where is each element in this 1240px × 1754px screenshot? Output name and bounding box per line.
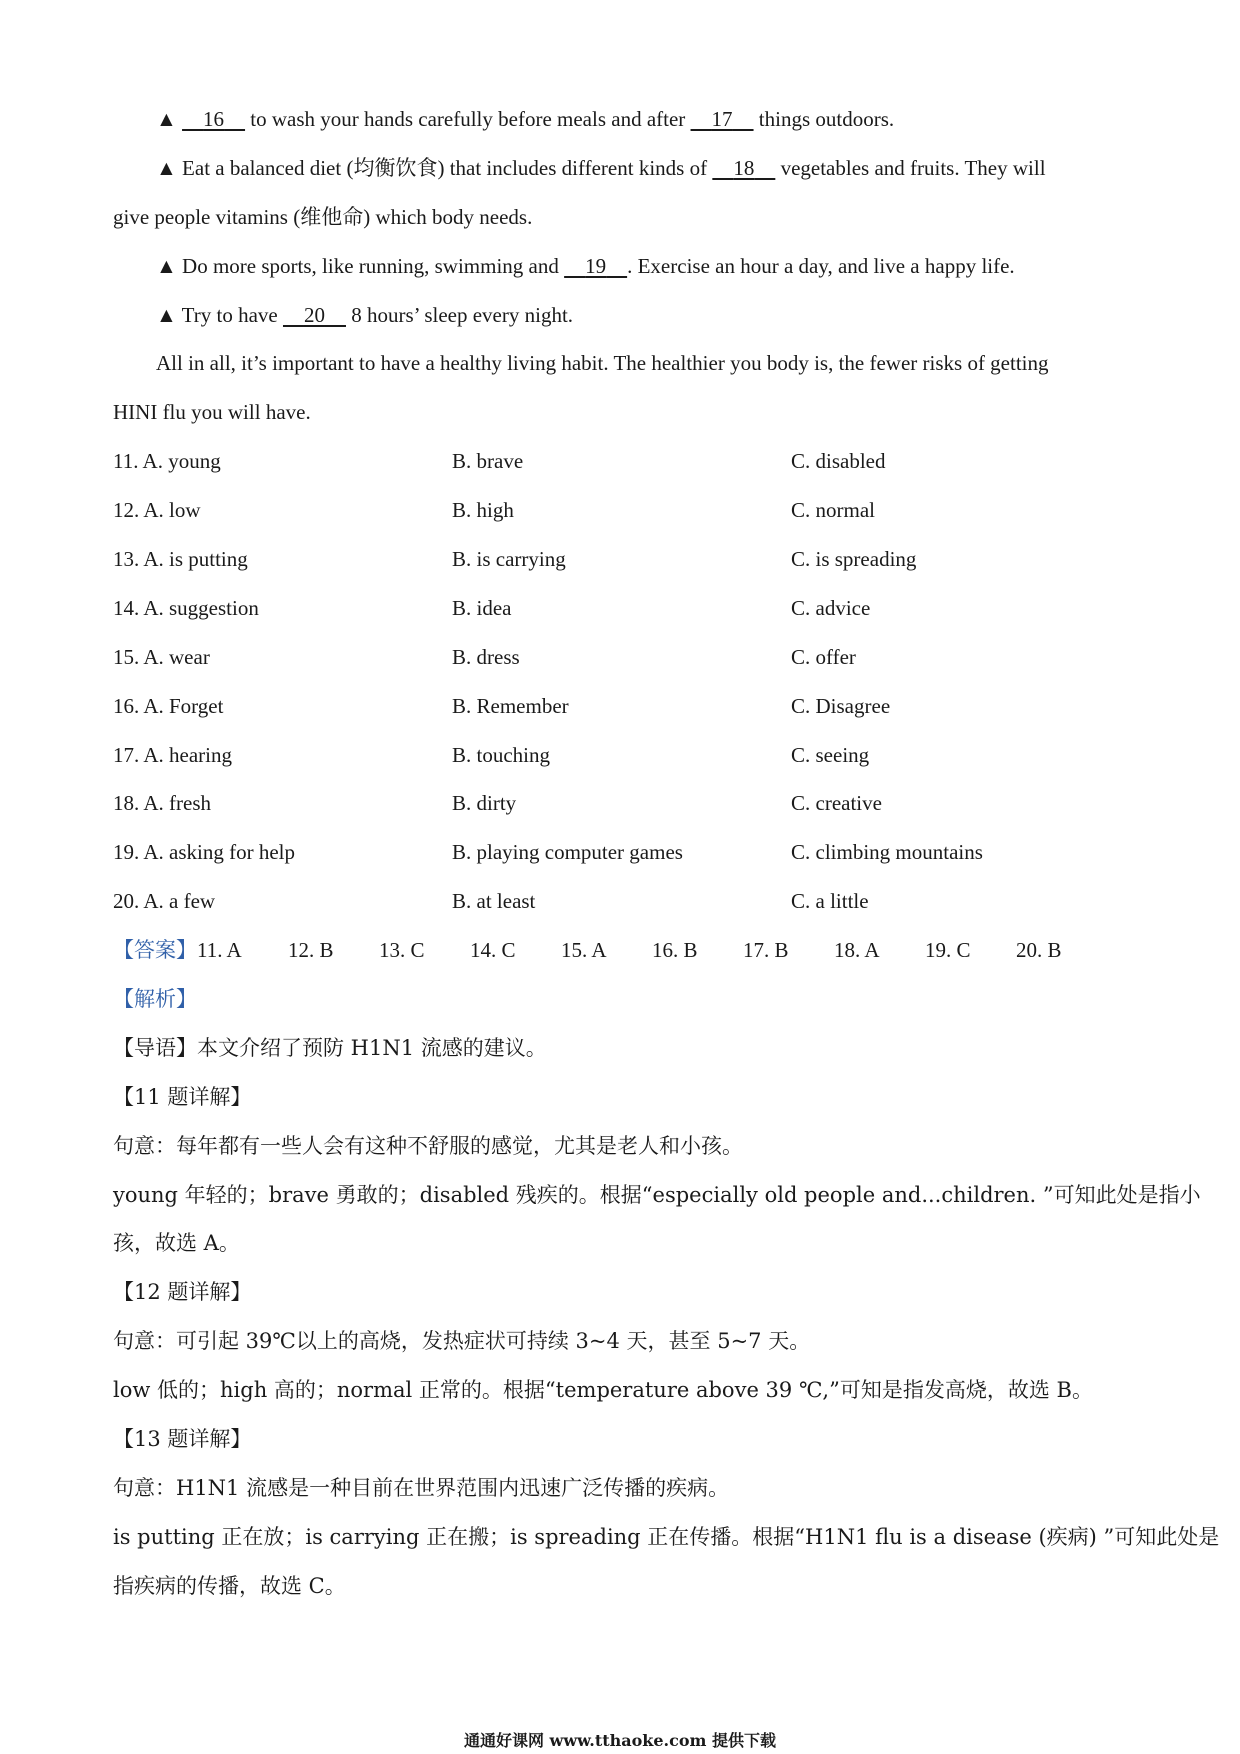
option-b: B. playing computer games [452,840,683,865]
q13-meaning: 句意：H1N1 流感是一种目前在世界范围内迅速广泛传播的疾病。 [113,1475,730,1500]
blank-18: 18 [733,155,755,180]
option-b: B. touching [452,742,550,767]
answer-item: 18. A [834,938,880,963]
passage-text: Try to have [181,302,278,327]
option-a: 18. A. fresh [113,791,211,816]
answer-item: 15. A [561,938,607,963]
answer-key [113,926,1133,975]
answer-item: 17. B [743,938,789,963]
option-b: B. high [452,498,514,523]
passage-line-3 [113,193,1133,242]
q13-explanation-cont: 指疾病的传播，故选 C。 [113,1573,346,1598]
option-a: 15. A. wear [113,644,210,669]
q11-explanation-cont: 孩，故选 A。 [113,1231,240,1256]
answer-item: 19. C [925,938,971,963]
q11-explanation: young 年轻的；brave 勇敢的；disabled 残疾的。根据“especially old people and...children. ”可知此处是指小 [113,1182,1201,1207]
option-row-19 [113,828,1133,877]
answer-item: 16. B [652,938,698,963]
option-b: B. Remember [452,693,569,718]
analysis-label: 【解析】 [113,987,197,1012]
option-b: B. is carrying [452,547,566,572]
answer-item: 20. B [1016,938,1062,963]
blank-17: 17 [711,107,733,131]
option-c: C. offer [791,644,856,669]
option-c: C. normal [791,498,875,523]
option-c: C. is spreading [791,547,917,572]
option-b: B. dirty [452,791,517,816]
option-c: C. creative [791,791,882,816]
bullet-icon: ▲ [156,107,177,131]
q11-title: 【11 题详解】 [113,1084,252,1109]
option-row-20 [113,877,1133,926]
option-c: C. advice [791,595,871,620]
option-a: 14. A. suggestion [113,595,259,620]
option-a: 16. A. Forget [113,693,224,718]
passage-text: . Exercise an hour a day, and live a happy life. [627,253,1015,278]
option-row-16 [113,682,1133,731]
option-b: B. brave [452,449,524,474]
passage-line-1 [113,95,1133,144]
blank-20: 20 [303,302,325,327]
q11-meaning: 句意：每年都有一些人会有这种不舒服的感觉，尤其是老人和小孩。 [113,1133,743,1158]
option-a: 13. A. is putting [113,547,248,572]
option-c: C. disabled [791,449,886,474]
passage-text: give people vitamins (维他命) which body needs. [113,204,533,229]
passage-text: 8 hours’ sleep every night. [351,302,574,327]
q13-explanation: is putting 正在放；is carrying 正在搬；is spreading 正在传播。根据“H1N1 flu is a disease (疾病) ”可知此处是 [113,1524,1220,1549]
option-row-17 [113,731,1133,780]
option-c: C. Disagree [791,693,891,718]
analysis-guide: 【导语】本文介绍了预防 H1N1 流感的建议。 [113,1035,547,1060]
passage-line-6 [113,339,1133,388]
blank-16: 16 [203,107,225,131]
option-row-11 [113,437,1133,486]
passage-line-2 [113,144,1133,193]
option-a: 17. A. hearing [113,742,232,767]
option-c: C. seeing [791,742,870,767]
option-row-13 [113,535,1133,584]
option-a: 19. A. asking for help [113,840,295,865]
answer-label: 【答案】 [113,938,197,963]
option-row-12 [113,486,1133,535]
answer-item: 13. C [379,938,425,963]
answer-item: 14. C [470,938,516,963]
option-row-18 [113,779,1133,828]
option-b: B. idea [452,595,512,620]
passage-text: All in all, it’s important to have a healthy living habit. The healthier you body is, the fewer risks of getting [156,351,1049,376]
option-c: C. climbing mountains [791,840,983,865]
passage-text: HINI flu you will have. [113,400,311,425]
q12-explanation: low 低的；high 高的；normal 正常的。根据“temperature above 39 ℃,”可知是指发高烧，故选 B。 [113,1378,1093,1403]
answer-item: 11. A [197,938,242,963]
passage-line-7 [113,388,1133,437]
q12-meaning: 句意：可引起 39℃以上的高烧，发热症状可持续 3~4 天，甚至 5~7 天。 [113,1329,811,1354]
document-page [113,95,1220,1611]
page-footer: 通通好课网 www.tthaoke.com 提供下载 [463,1731,777,1750]
option-a: 11. A. young [113,449,221,474]
q13-title: 【13 题详解】 [113,1427,252,1452]
q12-title: 【12 题详解】 [113,1280,252,1305]
option-c: C. a little [791,889,869,914]
bullet-icon: ▲ [156,302,177,327]
bullet-icon: ▲ [156,155,177,180]
option-b: B. dress [452,644,520,669]
passage-text: to wash your hands carefully before meals and after [250,107,686,131]
option-b: B. at least [452,889,536,914]
option-row-15 [113,633,1133,682]
bullet-icon: ▲ [156,253,177,278]
answer-item: 12. B [288,938,334,963]
passage-text: Eat a balanced diet (均衡饮食) that includes different kinds of [182,155,708,180]
passage-line-5 [113,291,1133,340]
passage-text: things outdoors. [758,107,895,131]
passage-text: Do more sports, like running, swimming and [182,253,559,278]
option-a: 20. A. a few [113,889,216,914]
option-row-14 [113,584,1133,633]
blank-19: 19 [585,253,607,278]
passage-line-4 [113,242,1133,291]
option-a: 12. A. low [113,498,201,523]
passage-text: vegetables and fruits. They will [780,155,1046,180]
